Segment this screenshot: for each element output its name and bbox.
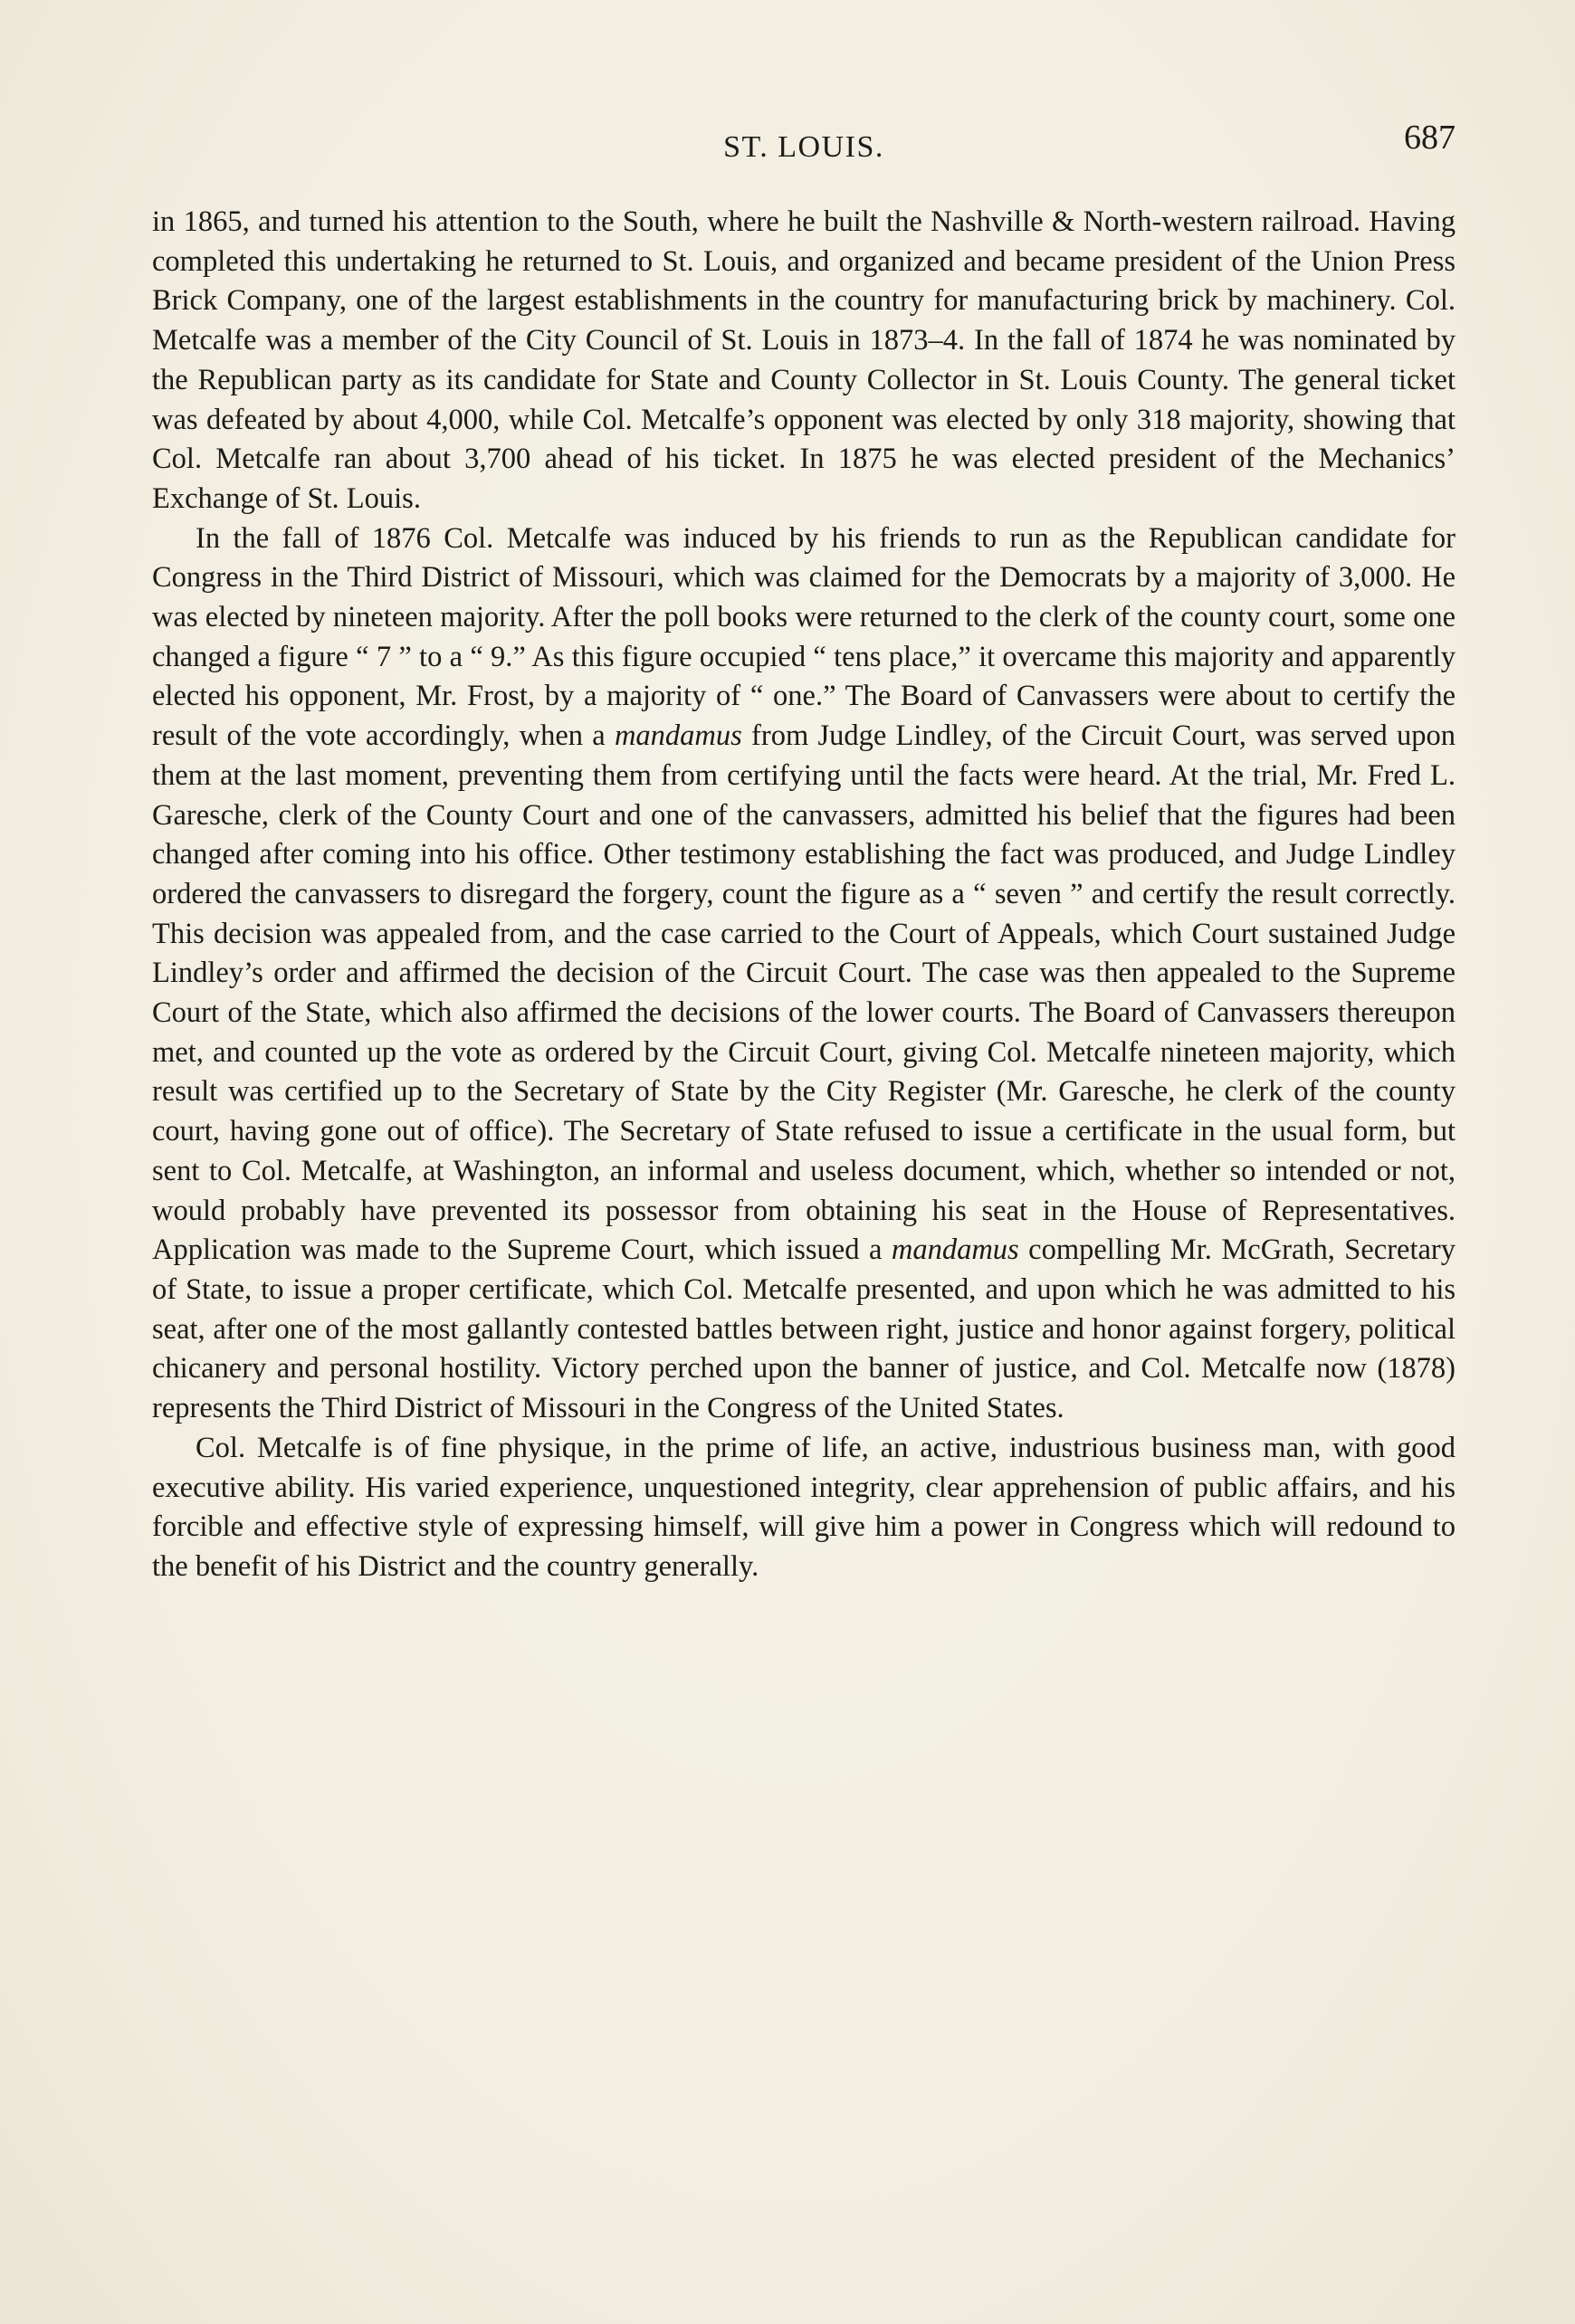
- text-run: from Judge Lindley, of the Circuit Court, was served upon them at the last moment, preventing them from certifying until the facts were heard. At the trial, Mr. Fred L. Garesche, clerk of the County Court and one of the canvassers, admitted his belief that the figures had been changed after coming into his office. Other testimony establishing the fact was produced, and Judge Lindley ordered the canvassers to disregard the forgery, count the figure as a “ seven ” and certify the result correctly. This decision was appealed from, and the case carried to the Court of Appeals, which Court sustained Judge Lindley’s order and affirmed the decision of the Circuit Court. The case was then appealed to the Supreme Court of the State, which also affirmed the decisions of the lower courts. The Board of Canvassers thereupon met, and counted up the vote as ordered by the Circuit Court, giving Col. Metcalfe nineteen majority, which result was certified up to the Secretary of State by the City Register (Mr. Garesche, he clerk of the county court, having gone out of office). The Secretary of State refused to issue a certificate in the usual form, but sent to Col. Metcalfe, at Washington, an informal and useless document, which, whether so intended or not, would probably have prevented its possessor from obtaining his seat in the House of Representatives. Application was made to the Supreme Court, which issued a: [152, 719, 1456, 1267]
- text-run: in 1865, and turned his attention to the South, where he built the Nashville & North-western railroad. Having completed this undertaking he returned to St. Louis, and organized and became president of the Union Press Brick Company, one of the largest establishments in the country for manufacturing brick by machinery. Col. Metcalfe was a member of the City Council of St. Louis in 1873–4. In the fall of 1874 he was nominated by the Republican party as its candidate for State and County Collector in St. Louis County. The general ticket was defeated by about 4,000, while Col. Metcalfe’s opponent was elected by only 318 majority, showing that Col. Metcalfe ran about 3,700 ahead of his ticket. In 1875 he was elected president of the Mechanics’ Exchange of St. Louis.: [152, 205, 1456, 515]
- page-number: 687: [1404, 119, 1456, 157]
- page-header: [152, 119, 1456, 172]
- paragraph: [152, 1429, 1456, 1587]
- body-text: [152, 203, 1456, 1587]
- text-run: In the fall of 1876 Col. Metcalfe was induced by his friends to run as the Republican candidate for Congress in the Third District of Missouri, which was claimed for the Democrats by a majority of 3,000. He was elected by nineteen majority. After the poll books were returned to the clerk of the county court, some one changed a figure “ 7 ” to a “ 9.” As this figure occupied “ tens place,” it overcame this majority and apparently elected his opponent, Mr. Frost, by a majority of “ one.” The Board of Canvassers were about to certify the result of the vote accordingly, when a: [152, 521, 1456, 753]
- italic-text: mandamus: [614, 719, 742, 753]
- paragraph: [152, 203, 1456, 519]
- paragraph: [152, 519, 1456, 1429]
- text-run: Col. Metcalfe is of fine physique, in the prime of life, an active, industrious business man, with good executive ability. His varied experience, unquestioned integrity, clear apprehension of public affairs, and his forcible and effective style of expressing himself, will give him a power in Congress which will redound to the benefit of his District and the country generally.: [152, 1431, 1456, 1583]
- text-run: compelling Mr. McGrath, Secretary of State, to issue a proper certificate, which Col. Metcalfe presented, and upon which he was admitted to his seat, after one of the most gallantly contested battles between right, justice and honor against forgery, political chicanery and personal hostility. Victory perched upon the banner of justice, and Col. Metcalfe now (1878) represents the Third District of Missouri in the Congress of the United States.: [152, 1233, 1456, 1425]
- running-head: ST. LOUIS.: [723, 130, 884, 164]
- italic-text: mandamus: [891, 1233, 1019, 1267]
